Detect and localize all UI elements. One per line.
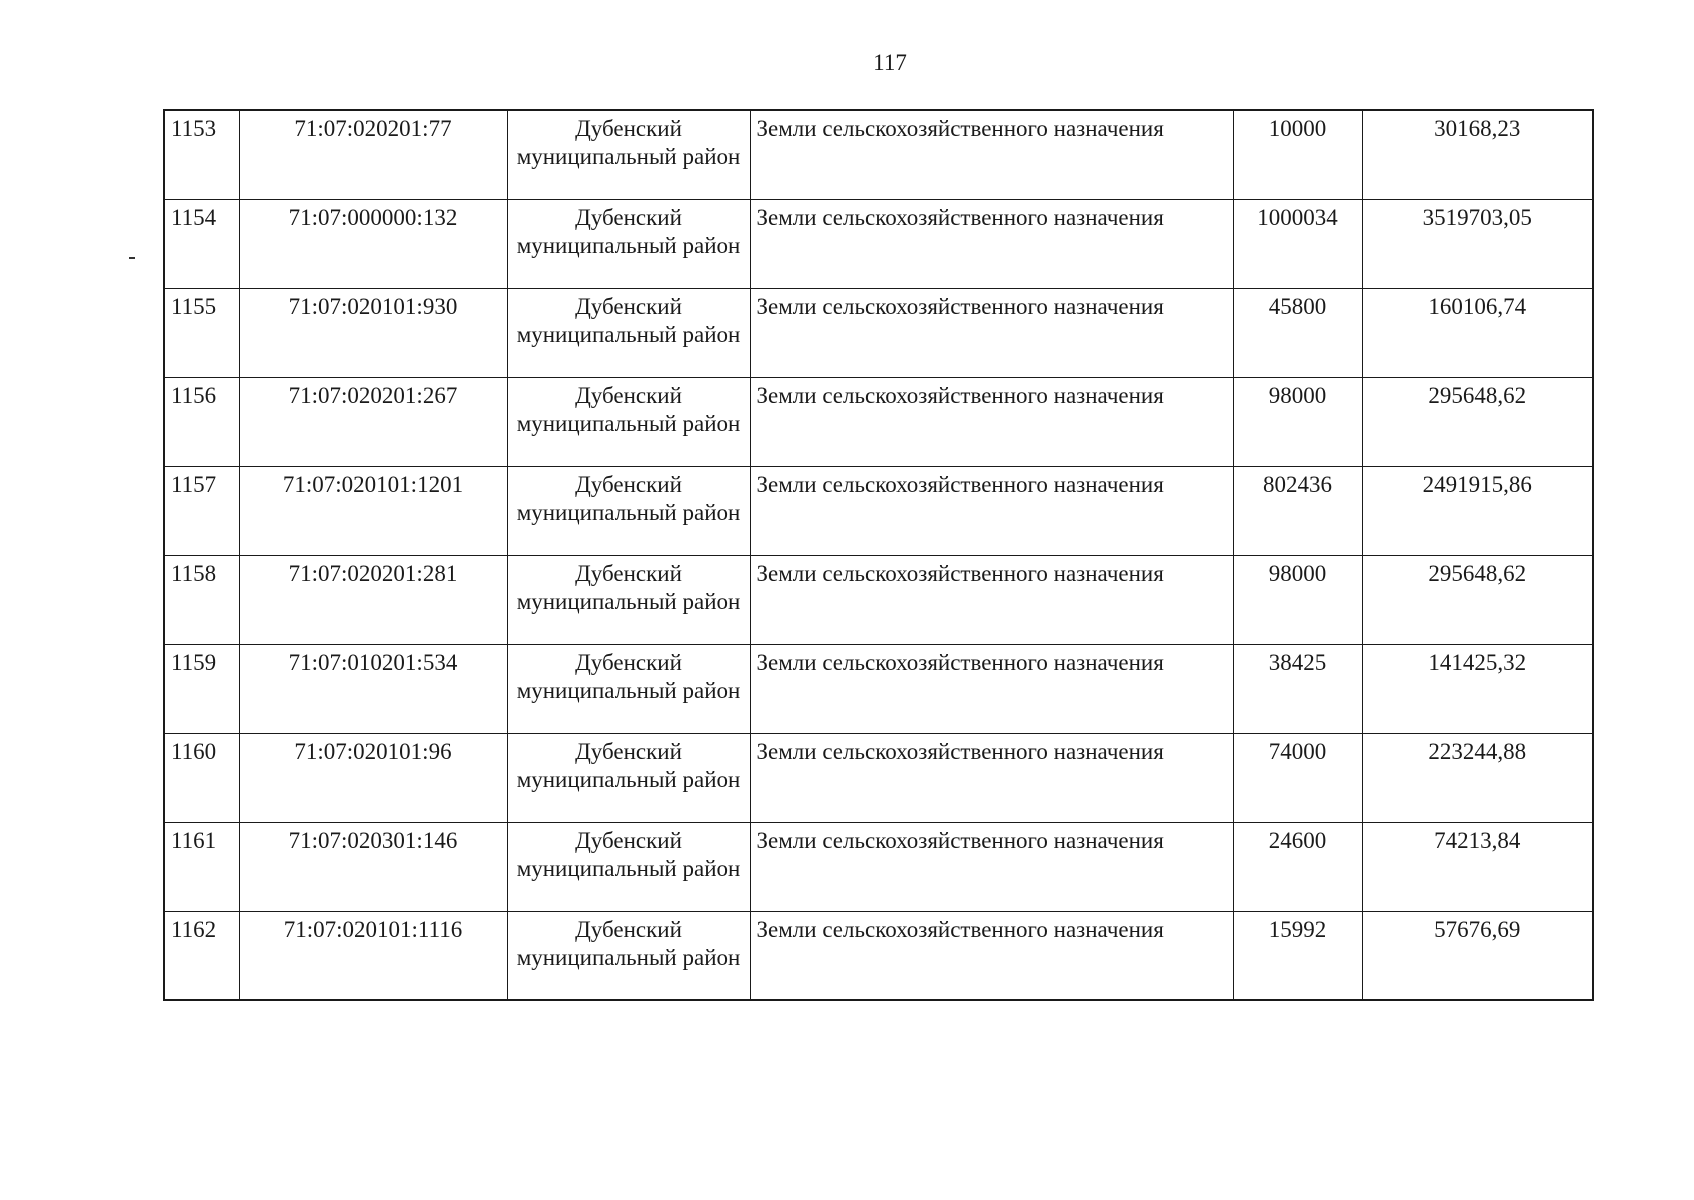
- land-category-cell: Земли сельскохозяйственного назначения: [750, 733, 1233, 822]
- cadastral-number-cell: 71:07:000000:132: [239, 199, 507, 288]
- row-number-cell: 1160: [164, 733, 239, 822]
- cadastral-number-cell: 71:07:020101:1116: [239, 911, 507, 1000]
- cadastral-number-cell: 71:07:020201:281: [239, 555, 507, 644]
- cadastral-number-cell: 71:07:020201:77: [239, 110, 507, 199]
- cadastral-value-cell: 295648,62: [1362, 555, 1593, 644]
- row-number-cell: 1155: [164, 288, 239, 377]
- cadastral-value-cell: 223244,88: [1362, 733, 1593, 822]
- cadastral-value-cell: 160106,74: [1362, 288, 1593, 377]
- district-cell: Дубенский муниципальный район: [507, 555, 750, 644]
- table-row: [164, 555, 1593, 644]
- row-number-cell: 1154: [164, 199, 239, 288]
- row-number-cell: 1158: [164, 555, 239, 644]
- table-row: [164, 644, 1593, 733]
- cadastral-number-cell: 71:07:020101:1201: [239, 466, 507, 555]
- land-category-cell: Земли сельскохозяйственного назначения: [750, 288, 1233, 377]
- cadastral-number-cell: 71:07:020101:930: [239, 288, 507, 377]
- table-row: [164, 377, 1593, 466]
- district-cell: Дубенский муниципальный район: [507, 110, 750, 199]
- land-register-body: [164, 110, 1593, 1000]
- area-cell: 38425: [1233, 644, 1362, 733]
- row-number-cell: 1162: [164, 911, 239, 1000]
- land-category-cell: Земли сельскохозяйственного назначения: [750, 199, 1233, 288]
- row-number-cell: 1161: [164, 822, 239, 911]
- cadastral-number-cell: 71:07:020201:267: [239, 377, 507, 466]
- area-cell: 1000034: [1233, 199, 1362, 288]
- district-cell: Дубенский муниципальный район: [507, 288, 750, 377]
- cadastral-value-cell: 74213,84: [1362, 822, 1593, 911]
- land-category-cell: Земли сельскохозяйственного назначения: [750, 822, 1233, 911]
- area-cell: 15992: [1233, 911, 1362, 1000]
- district-cell: Дубенский муниципальный район: [507, 644, 750, 733]
- area-cell: 24600: [1233, 822, 1362, 911]
- cadastral-value-cell: 57676,69: [1362, 911, 1593, 1000]
- district-cell: Дубенский муниципальный район: [507, 466, 750, 555]
- table-row: [164, 822, 1593, 911]
- table-row: [164, 911, 1593, 1000]
- row-number-cell: 1156: [164, 377, 239, 466]
- land-category-cell: Земли сельскохозяйственного назначения: [750, 555, 1233, 644]
- scan-artifact-mark: [129, 257, 135, 259]
- district-cell: Дубенский муниципальный район: [507, 911, 750, 1000]
- area-cell: 98000: [1233, 377, 1362, 466]
- cadastral-value-cell: 3519703,05: [1362, 199, 1593, 288]
- cadastral-number-cell: 71:07:020301:146: [239, 822, 507, 911]
- table-row: [164, 110, 1593, 199]
- cadastral-number-cell: 71:07:010201:534: [239, 644, 507, 733]
- cadastral-number-cell: 71:07:020101:96: [239, 733, 507, 822]
- cadastral-value-cell: 295648,62: [1362, 377, 1593, 466]
- district-cell: Дубенский муниципальный район: [507, 377, 750, 466]
- row-number-cell: 1159: [164, 644, 239, 733]
- land-category-cell: Земли сельскохозяйственного назначения: [750, 644, 1233, 733]
- district-cell: Дубенский муниципальный район: [507, 733, 750, 822]
- area-cell: 45800: [1233, 288, 1362, 377]
- area-cell: 10000: [1233, 110, 1362, 199]
- area-cell: 802436: [1233, 466, 1362, 555]
- land-category-cell: Земли сельскохозяйственного назначения: [750, 911, 1233, 1000]
- table-row: [164, 199, 1593, 288]
- cadastral-value-cell: 141425,32: [1362, 644, 1593, 733]
- table-row: [164, 733, 1593, 822]
- area-cell: 98000: [1233, 555, 1362, 644]
- row-number-cell: 1153: [164, 110, 239, 199]
- district-cell: Дубенский муниципальный район: [507, 199, 750, 288]
- land-category-cell: Земли сельскохозяйственного назначения: [750, 110, 1233, 199]
- land-category-cell: Земли сельскохозяйственного назначения: [750, 466, 1233, 555]
- cadastral-value-cell: 30168,23: [1362, 110, 1593, 199]
- row-number-cell: 1157: [164, 466, 239, 555]
- cadastral-value-cell: 2491915,86: [1362, 466, 1593, 555]
- land-category-cell: Земли сельскохозяйственного назначения: [750, 377, 1233, 466]
- area-cell: 74000: [1233, 733, 1362, 822]
- page-number: 117: [873, 50, 907, 75]
- table-row: [164, 466, 1593, 555]
- table-row: [164, 288, 1593, 377]
- land-register-table: [163, 109, 1594, 1001]
- district-cell: Дубенский муниципальный район: [507, 822, 750, 911]
